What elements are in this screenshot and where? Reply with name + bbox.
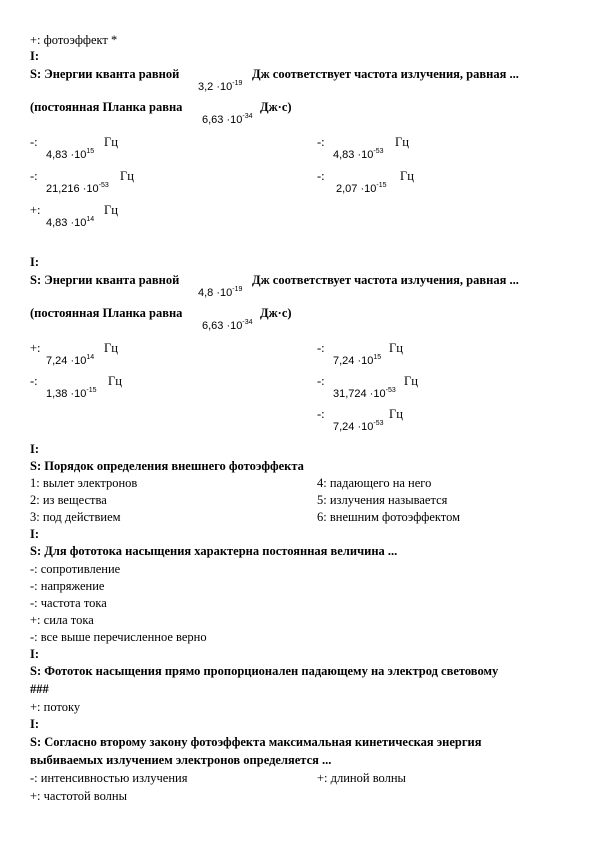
question-stem-blank: ### [30, 682, 49, 696]
option-value: $7,24 \cdot 10^{14}$ [46, 354, 95, 367]
option-value: $7,24 \cdot 10^{-53}$ [333, 420, 384, 433]
question-stem: S: Фототок насыщения прямо пропорционален падающему на электрод световому [30, 664, 499, 678]
option-value: $31,724 \cdot 10^{-53}$ [333, 387, 396, 400]
question-stem: S: Энергии кванта равной [30, 273, 180, 287]
question-stem: S: Порядок определения внешнего фотоэффекта [30, 459, 304, 473]
option-unit: Гц [404, 374, 418, 388]
question-marker: I: [30, 647, 40, 661]
question-marker: I: [30, 255, 40, 269]
planck-note: (постоянная Планка равна [30, 306, 183, 320]
question-stem-continued: Дж соответствует частота излучения, равная ... [252, 273, 519, 287]
option-mark: -: [317, 135, 325, 149]
question-marker: I: [30, 442, 40, 456]
answer-option: -: напряжение [30, 579, 105, 593]
answer-option: +: сила тока [30, 613, 94, 627]
option-mark: -: [30, 374, 38, 388]
answer-option: -: все выше перечисленное верно [30, 630, 207, 644]
option-value: $4,83 \cdot 10^{14}$ [46, 216, 95, 229]
order-item: 5: излучения называется [317, 493, 448, 507]
energy-value: $3,2 \cdot 10^{-19}$ [198, 80, 243, 93]
answer-option: +: частотой волны [30, 789, 128, 803]
question-stem: S: Для фототока насыщения характерна постоянная величина ... [30, 544, 398, 558]
option-unit: Гц [389, 341, 403, 355]
option-unit: Гц [389, 407, 403, 421]
answer-option: +: длиной волны [317, 771, 406, 785]
option-value: $1,38 \cdot 10^{-15}$ [46, 387, 97, 400]
question-marker: I: [30, 527, 40, 541]
option-mark: +: [30, 341, 41, 355]
question-stem-continued: Дж соответствует частота излучения, равная ... [252, 67, 519, 81]
order-item: 1: вылет электронов [30, 476, 138, 490]
option-unit: Гц [400, 169, 414, 183]
order-item: 4: падающего на него [317, 476, 432, 490]
planck-note: (постоянная Планка равна [30, 100, 183, 114]
option-mark: -: [317, 169, 325, 183]
option-mark: -: [317, 374, 325, 388]
order-item: 6: внешним фотоэффектом [317, 510, 461, 524]
order-item: 3: под действием [30, 510, 121, 524]
answer-option: -: частота тока [30, 596, 107, 610]
option-value: $7,24 \cdot 10^{15}$ [333, 354, 382, 367]
energy-value: $4,8 \cdot 10^{-19}$ [198, 286, 243, 299]
question-stem-continued: выбиваемых излучением электронов определяется ... [30, 753, 332, 767]
option-value: $21,216 \cdot 10^{-53}$ [46, 182, 109, 195]
planck-value: $6,63 \cdot 10^{-34}$ [202, 319, 253, 332]
planck-unit: Дж·с) [260, 306, 292, 320]
option-mark: +: [30, 203, 41, 217]
planck-value: $6,63 \cdot 10^{-34}$ [202, 113, 253, 126]
answer-option: +: потоку [30, 700, 81, 714]
answer-option: -: интенсивностью излучения [30, 771, 188, 785]
option-unit: Гц [104, 203, 118, 217]
option-mark: -: [317, 407, 325, 421]
option-value: $4,83 \cdot 10^{-53}$ [333, 148, 384, 161]
planck-unit: Дж·с) [260, 100, 292, 114]
option-mark: -: [30, 135, 38, 149]
question-marker: I: [30, 717, 40, 731]
option-value: $2,07 \cdot 10^{-15}$ [336, 182, 387, 195]
option-unit: Гц [104, 341, 118, 355]
option-unit: Гц [120, 169, 134, 183]
option-mark: -: [30, 169, 38, 183]
option-value: $4,83 \cdot 10^{15}$ [46, 148, 95, 161]
option-unit: Гц [108, 374, 122, 388]
answer-line: +: фотоэффект * [30, 33, 118, 47]
question-marker: I: [30, 49, 40, 63]
question-stem: S: Энергии кванта равной [30, 67, 180, 81]
order-item: 2: из вещества [30, 493, 107, 507]
option-mark: -: [317, 341, 325, 355]
question-stem: S: Согласно второму закону фотоэффекта максимальная кинетическая энергия [30, 735, 482, 749]
answer-option: -: сопротивление [30, 562, 121, 576]
option-unit: Гц [395, 135, 409, 149]
option-unit: Гц [104, 135, 118, 149]
